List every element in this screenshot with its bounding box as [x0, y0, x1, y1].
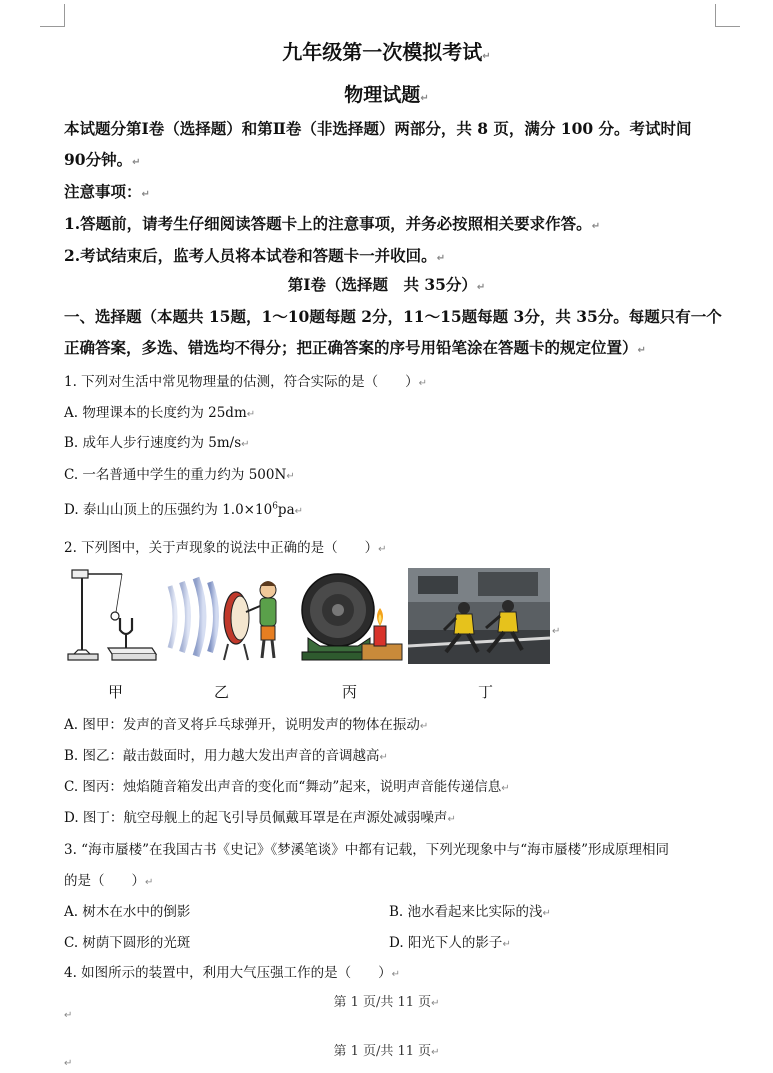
section-instruction-line-1: 一、选择题（本题共 15题，1～10题每题 2分，11～15题每题 3分，共 35分。每题只有一个	[64, 307, 722, 326]
crop-mark-top-left-h	[40, 26, 65, 27]
section-heading: 第Ⅰ卷（选择题 共 35分）↵	[287, 275, 486, 294]
q2-stem: 2. 下列图中，关于声现象的说法中正确的是（ ）↵	[64, 540, 387, 556]
q2-option-d: D. 图丁：航空母舰上的起飞引导员佩戴耳罩是在声源处减弱噪声↵	[64, 810, 456, 826]
caption-ding: 丁	[478, 683, 494, 701]
q1-option-c: C. 一名普通中学生的重力约为 500N↵	[64, 467, 295, 483]
crop-mark-top-right-h	[715, 26, 740, 27]
page-title: 九年级第一次模拟考试↵	[282, 40, 491, 64]
section-instruction-line-2: 正确答案，多选、错选均不得分；把正确答案的序号用铅笔涂在答题卡的规定位置）↵	[64, 338, 646, 357]
footer-para-mark-2: ↵	[64, 1058, 73, 1069]
q2-option-c: C. 图丙：烛焰随音箱发出声音的变化而“舞动”起来，说明声音能传递信息↵	[64, 779, 510, 795]
q1-option-a: A. 物理课本的长度约为 25dm↵	[64, 405, 256, 421]
page-footer: 第 1 页/共 11 页↵	[333, 995, 440, 1010]
figure-bing-speaker-candle	[300, 568, 404, 664]
figure-yi-drum	[166, 568, 286, 664]
q3-stem-line-1: 3. “海市蜃楼”在我国古书《史记》《梦溪笔谈》中都有记载，下列光现象中与“海市蜃楼”形成原理相同	[64, 842, 670, 858]
intro-line-1: 本试题分第Ⅰ卷（选择题）和第Ⅱ卷（非选择题）两部分，共 8 页，满分 100 分。考试时间	[64, 119, 692, 138]
q3-option-b: B. 池水看起来比实际的浅↵	[389, 904, 551, 920]
q1-stem: 1. 下列对生活中常见物理量的估测，符合实际的是（ ）↵	[64, 374, 428, 390]
page-subtitle: 物理试题↵	[344, 84, 429, 106]
page-footer-repeat: 第 1 页/共 11 页↵	[333, 1044, 440, 1059]
q3-option-c: C. 树荫下圆形的光斑	[64, 935, 191, 951]
caption-yi: 乙	[214, 683, 230, 701]
q3-stem-line-2: 的是（ ）↵	[64, 873, 154, 889]
figure-row-para-mark: ↵	[552, 626, 561, 637]
figure-jia-tuning-fork	[64, 568, 160, 664]
caption-bing: 丙	[342, 683, 358, 701]
q2-option-b: B. 图乙：敲击鼓面时，用力越大发出声音的音调越高↵	[64, 748, 388, 764]
crop-mark-top-left	[64, 4, 65, 26]
q1-option-d: D. 泰山山顶上的压强约为 $1.0\times 10^6pa↵$	[64, 501, 304, 518]
q1-option-b: B. 成年人步行速度约为 5m/s↵	[64, 435, 250, 451]
q3-option-d: D. 阳光下人的影子↵	[389, 935, 511, 951]
notes-item-2: 2.考试结束后，监考人员将本试卷和答题卡一并收回。↵	[64, 246, 446, 265]
q2-option-a: A. 图甲：发声的音叉将乒乓球弹开，说明发声的物体在振动↵	[64, 717, 429, 733]
crop-mark-top-right	[715, 4, 716, 26]
notes-item-1: 1.答题前，请考生仔细阅读答题卡上的注意事项，并务必按照相关要求作答。↵	[64, 214, 601, 233]
notes-heading: 注意事项：↵	[64, 182, 150, 201]
q3-option-a: A. 树木在水中的倒影	[64, 904, 191, 920]
q4-stem: 4. 如图所示的装置中，利用大气压强工作的是（ ）↵	[64, 965, 401, 981]
intro-line-2: 90分钟。↵	[64, 150, 141, 169]
footer-para-mark-1: ↵	[64, 1010, 73, 1021]
figure-ding-deck-crew	[408, 568, 550, 664]
caption-jia: 甲	[108, 683, 124, 701]
